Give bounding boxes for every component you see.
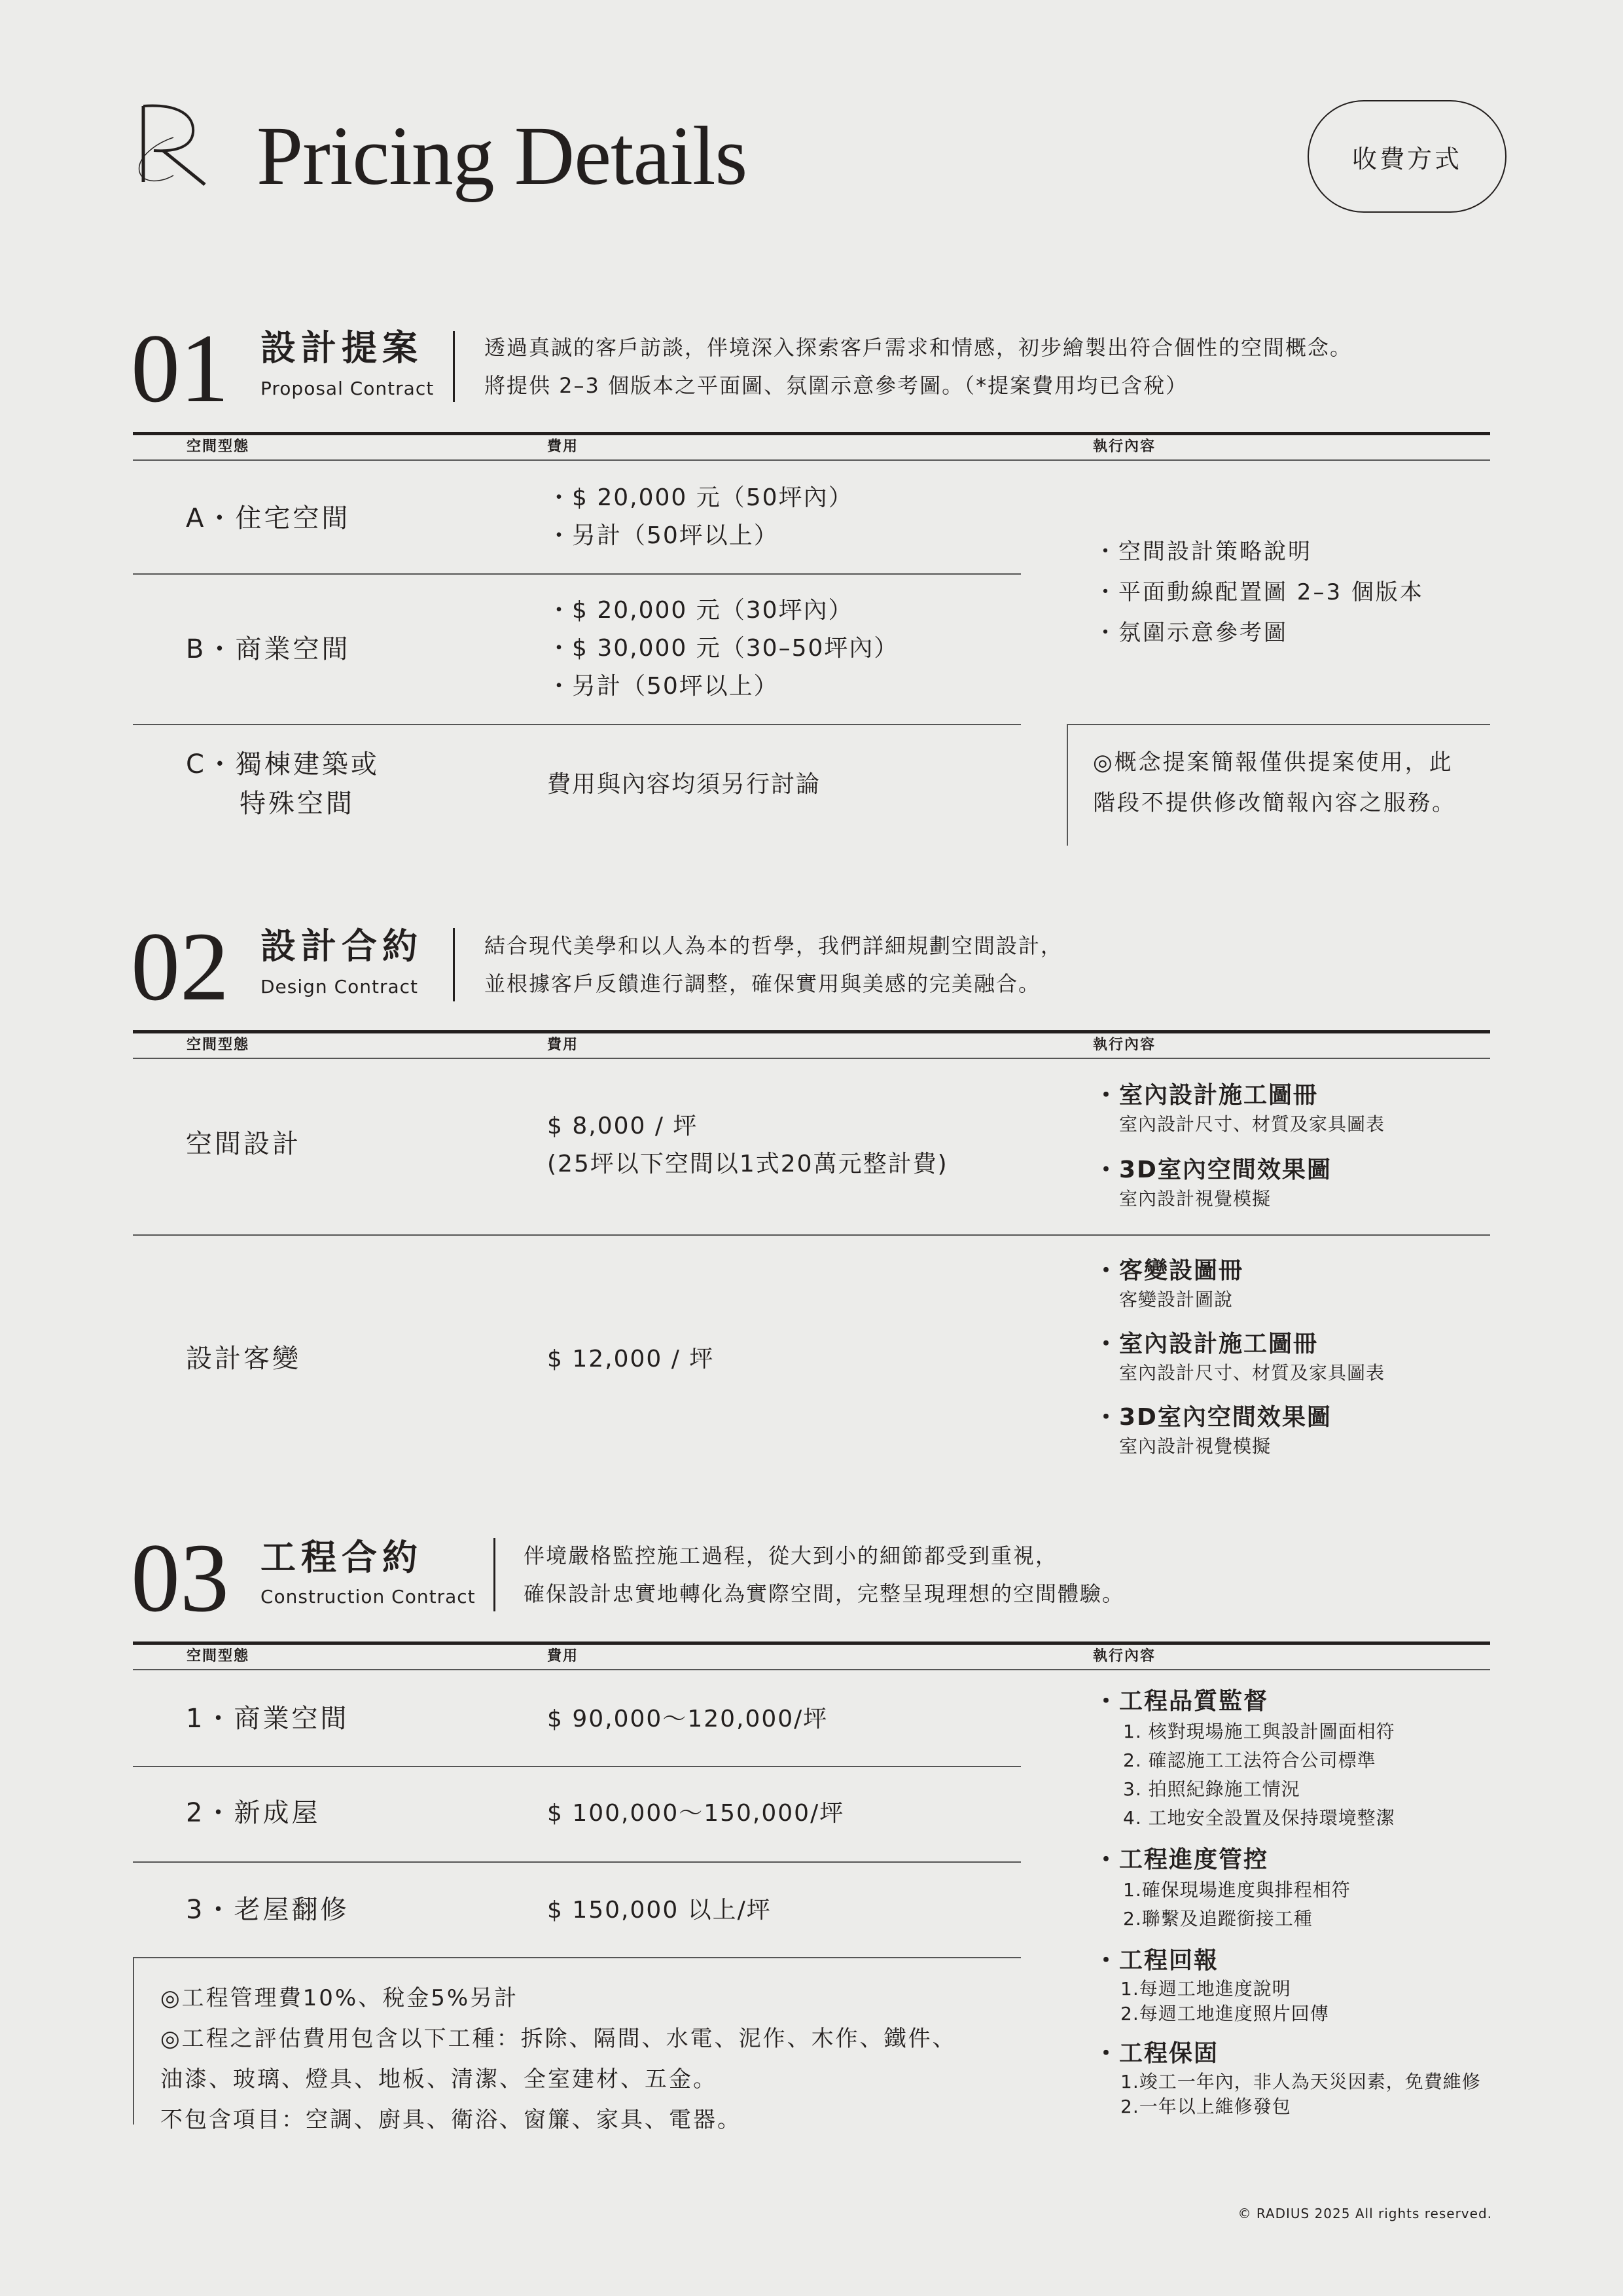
column-header-type: 空間型態: [187, 1037, 250, 1053]
construction-notes: ◎工程管理費10%、稅金5%另計 ◎工程之評估費用包含以下工種：拆除、隔間、水電、泥作、木作、鐵件、 油漆、玻璃、燈具、地板、清潔、全室建材、五金。 不包含項目：空調、廚具、衛浴、窗簾、家具、電器。: [160, 1985, 957, 2133]
table-row-category: 空間設計: [186, 1129, 301, 1159]
note-box-top: [1067, 724, 1490, 725]
table-row-fee: ・$ 20,000 元（30坪內） ・$ 30,000 元（30–50坪內） ・另計（50坪以上）: [547, 597, 899, 700]
table-row-category: 1・商業空間: [186, 1704, 349, 1734]
section-title-zh: 工程合約: [260, 1537, 423, 1578]
table-top-rule: [133, 1641, 1490, 1645]
header-rule: [133, 459, 1490, 461]
note-box-side: [1067, 724, 1068, 846]
section-divider: [453, 331, 455, 402]
table-row-category: 設計客變: [186, 1344, 301, 1374]
table-row-fee: $ 8,000 / 坪 (25坪以下空間以1式20萬元整計費): [547, 1113, 948, 1177]
copyright-footer: © RADIUS 2025 All rights reserved.: [1238, 2206, 1492, 2221]
row-divider: [133, 1766, 1021, 1767]
section-divider: [493, 1538, 495, 1611]
row-divider: [133, 724, 1021, 725]
page-title: Pricing Details: [257, 109, 747, 202]
table-row-category: C・獨棟建築或 特殊空間: [186, 749, 380, 819]
section-description: 伴境嚴格監控施工過程，從大到小的細節都受到重視， 確保設計忠實地轉化為實際空間，完整呈現理想的空間體驗。: [524, 1543, 1125, 1606]
section-title-en: Construction Contract: [260, 1586, 476, 1607]
section-number: 02: [131, 912, 229, 1021]
proposal-note: ◎概念提案簡報僅供提案使用，此 階段不提供修改簡報內容之服務。: [1093, 749, 1456, 816]
row-divider: [133, 1234, 1490, 1236]
exec-list: ・客變設圖冊 客變設計圖說 ・室內設計施工圖冊 室內設計尺寸、材質及家具圖表 ・3D室內空間效果圖 室內設計視覺模擬: [1094, 1257, 1385, 1457]
table-row-category: A・住宅空間: [186, 503, 351, 533]
column-header-type: 空間型態: [187, 439, 250, 455]
section-description: 結合現代美學和以人為本的哲學，我們詳細規劃空間設計， 並根據客戶反饋進行調整，確保實用與美感的完美融合。: [484, 933, 1063, 996]
pricing-method-badge: 收費方式: [1308, 100, 1507, 213]
table-top-rule: [133, 432, 1490, 435]
column-header-exec: 執行內容: [1093, 1037, 1156, 1053]
table-row-fee: 費用與內容均須另行討論: [547, 771, 821, 798]
table-row-fee: $ 150,000 以上/坪: [547, 1897, 772, 1924]
table-row-fee: $ 100,000～150,000/坪: [547, 1800, 845, 1827]
column-header-type: 空間型態: [187, 1648, 250, 1664]
section-title-zh: 設計合約: [260, 925, 423, 967]
table-top-rule: [133, 1030, 1490, 1033]
radius-logo: [134, 98, 213, 190]
exec-list: ・工程品質監督 1. 核對現場施工與設計圖面相符 2. 確認施工工法符合公司標準 3. 拍照紀錄施工情況 4. 工地安全設置及保持環境整潔 ・工程進度管控 1.確保現場進度與排程相符 2.聯繫及追蹤銜接工種 ・工程回報 1.每週工地進度說明 2.每週工地進度照片回傳 ・工程保固 1.竣工一年內，非人為天災因素，免費維修 2.一年以上維修發包: [1094, 1688, 1481, 2117]
section-divider: [453, 928, 455, 1001]
row-divider: [133, 573, 1021, 575]
section-number: 03: [131, 1524, 229, 1632]
table-row-fee: $ 12,000 / 坪: [547, 1346, 715, 1372]
table-row-category: 2・新成屋: [186, 1798, 321, 1828]
header-rule: [133, 1669, 1490, 1670]
note-box-top: [133, 1957, 1021, 1958]
table-row-category: 3・老屋翻修: [186, 1895, 349, 1925]
section-title-en: Design Contract: [260, 976, 419, 997]
exec-list: ・室內設計施工圖冊 室內設計尺寸、材質及家具圖表 ・3D室內空間效果圖 室內設計視覺模擬: [1094, 1082, 1385, 1210]
table-row-category: B・商業空間: [186, 634, 351, 664]
section-title-en: Proposal Contract: [260, 378, 435, 399]
column-header-exec: 執行內容: [1093, 439, 1156, 455]
header-rule: [133, 1058, 1490, 1059]
column-header-exec: 執行內容: [1093, 1648, 1156, 1664]
section-description: 透過真誠的客戶訪談，伴境深入探索客戶需求和情感，初步繪製出符合個性的空間概念。 將提供 2–3 個版本之平面圖、氛圍示意參考圖。（*提案費用均已含稅）: [484, 335, 1353, 398]
column-header-fee: 費用: [547, 1037, 579, 1053]
column-header-fee: 費用: [547, 439, 579, 455]
table-row-fee: $ 90,000～120,000/坪: [547, 1706, 829, 1732]
exec-list: ・空間設計策略說明 ・平面動線配置圖 2–3 個版本 ・氛圍示意參考圖: [1094, 539, 1424, 646]
note-box-side: [133, 1957, 134, 2125]
section-number: 01: [131, 314, 229, 423]
column-header-fee: 費用: [547, 1648, 579, 1664]
section-title-zh: 設計提案: [260, 327, 423, 368]
row-divider: [133, 1861, 1021, 1863]
table-row-fee: ・$ 20,000 元（50坪內） ・另計（50坪以上）: [547, 484, 853, 549]
